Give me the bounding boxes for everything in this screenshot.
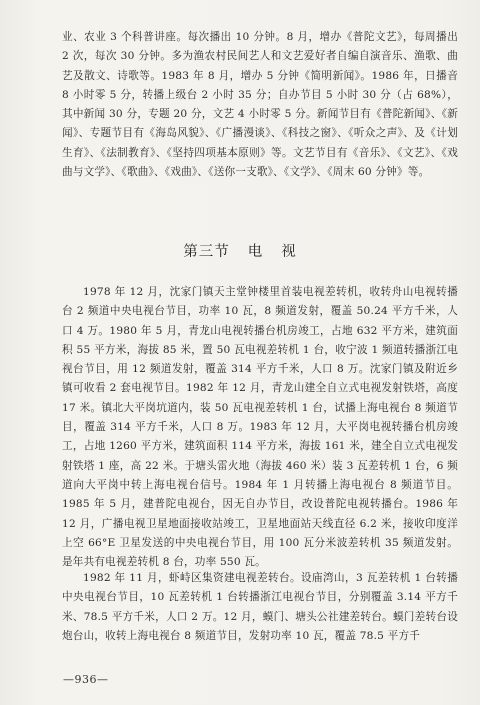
section-number: 第三节 xyxy=(183,244,230,260)
page-number: —936— xyxy=(63,673,109,686)
body-paragraph-2: 1982 年 11 月，虾峙区集资建电视差转台。设庙湾山，3 瓦差转机 1 台转播中央电视台节目，10 瓦差转机 1 台转播浙江电视台节目，分别覆盖 3.14 平方千米、78.5 平方千米，人口 2 万。12 月，蟆门、塘头公社建差转台。蟆门差转台设炮台山，收转上海电视台 8 频道节目，发射功率 10 瓦，覆盖 78.5 平方千 xyxy=(62,572,458,642)
intro-paragraph: 业、农业 3 个科普讲座。每次播出 10 分钟。8 月，增办《普陀文艺》，每周播出 2 次，每次 30 分钟。多为渔农村民间艺人和文艺爱好者自编自演音乐、渔歌、曲艺及散文、诗歌等。1983 年 8 月，增办 5 分钟《简明新闻》。1986 年，日播音 8 小时零 5 分，转播上级台 2 小时 35 分；自办节目 5 小时 30 分（占 68%），其中新闻 30 分，专题 20 分，文艺 4 小时零 5 分。新闻节目有《普陀新闻》、《新闻》、专题节目有《海岛风貌》、《广播漫谈》、《科技之窗》、《听众之声》、及《计划生育》、《法制教育》、《坚持四项基本原则》等。文艺节目有《音乐》、《文艺》、《戏曲与文学》、《歌曲》、《戏曲》、《送你一支歌》、《文学》、《周末 60 分钟》等。 xyxy=(62,31,458,179)
intro-text-block xyxy=(62,28,458,182)
body-text-block-1 xyxy=(62,283,458,572)
body-text-block-2 xyxy=(62,569,458,646)
section-title-char-1: 电 xyxy=(247,244,264,260)
section-title-char-2: 视 xyxy=(281,244,297,260)
body-paragraph-1: 1978 年 12 月，沈家门镇天主堂钟楼里首装电视差转机，收转舟山电视转播台 2 频道中央电视台节目，功率 10 瓦，8 频道发射，覆盖 50.24 平方千米，人口 4 万。1980 年 5 月，青龙山电视转播台机房竣工，占地 632 平方米，建筑面积 55 平方米，海拔 85 米，置 50 瓦电视差转机 1 台，收宁波 1 频道转播浙江电视台节目，用 12 频道发射，覆盖 314 平方千米，人口 8 万。沈家门镇及附近乡镇可收看 2 套电视节目。1982 年 12 月，青龙山建全自立式电视发射铁塔，高度 17 米。镇北大平岗坑道内，装 50 瓦电视差转机 1 台，试播上海电视台 8 频道节目，覆盖 314 平方千米，人口 8 万。1983 年 12 月，大平岗电视转播台机房竣工，占地 1260 平方米，建筑面积 114 平方米，海拔 161 米，建全自立式电视发射铁塔 1 座，高 22 米。于塘头雷火地（海拔 460 米）装 3 瓦差转机 1 台，6 频道向大平岗中转上海电视台信号。1984 年 1 月转播上海电视台 8 频道节目。1985 年 5 月，建普陀电视台，因无自办节目，改设普陀电视转播台。1986 年 12 月，广播电视卫星地面接收站竣工，卫星地面站天线直径 6.2 米，接收印度洋上空 66°E 卫星发送的中央电视台节目，用 100 瓦分米波差转机 35 频道发射。是年共有电视差转机 8 台，功率 550 瓦。 xyxy=(62,286,458,569)
section-heading xyxy=(0,240,480,261)
